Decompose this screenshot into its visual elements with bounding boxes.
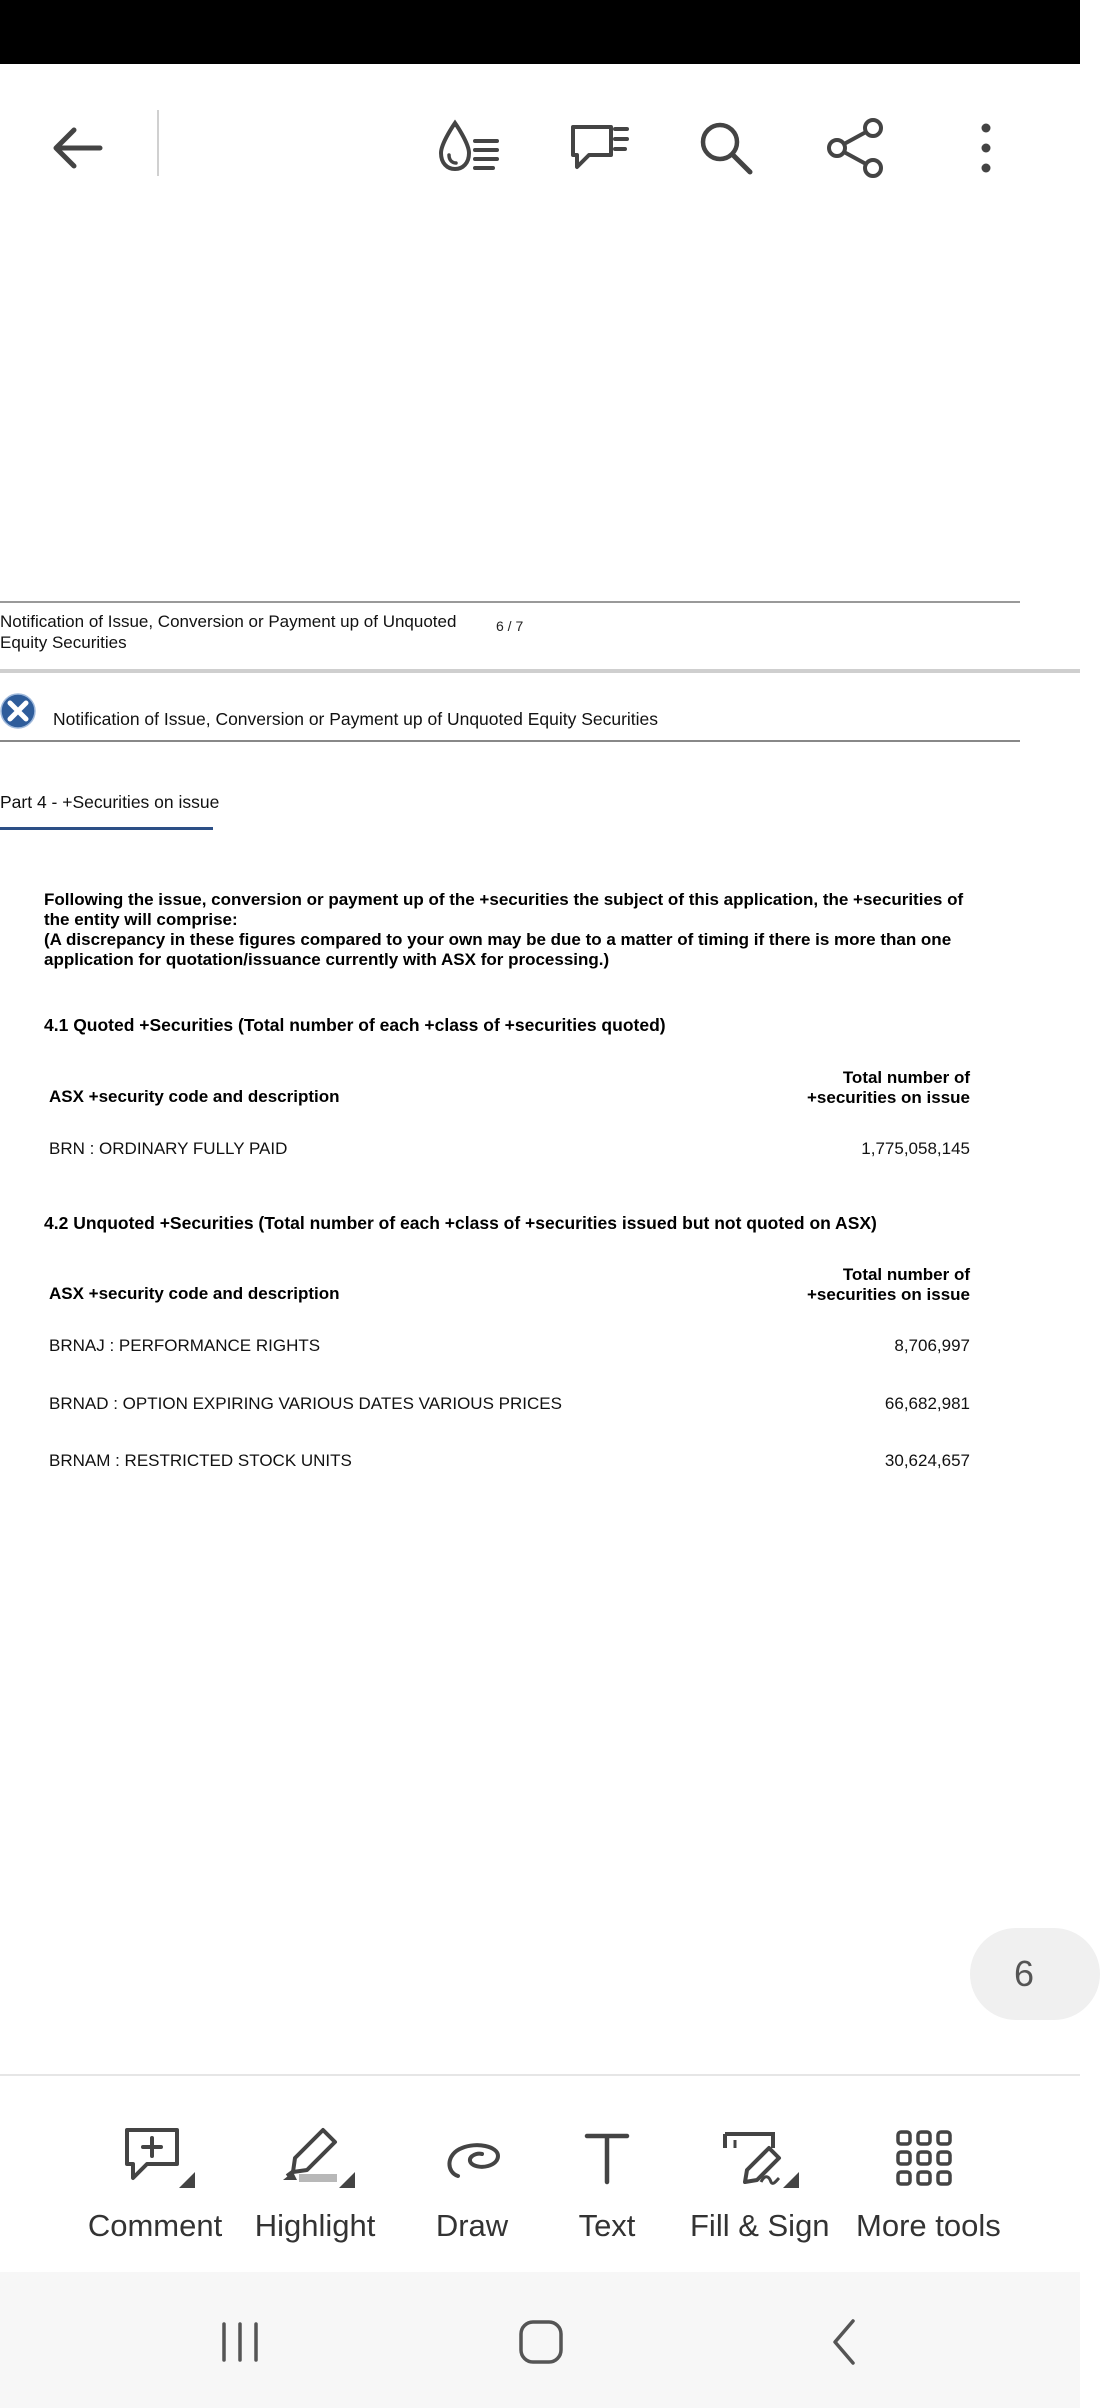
- nav-back-icon[interactable]: [800, 2302, 890, 2382]
- top-toolbar: [0, 64, 1080, 224]
- tool-text-label: Text: [578, 2208, 636, 2243]
- liquid-mode-icon[interactable]: [426, 104, 514, 192]
- tool-fill-sign[interactable]: [690, 2126, 828, 2266]
- tool-comment-label: Comment: [87, 2208, 223, 2243]
- comment-add-icon: [84, 2126, 226, 2190]
- bottom-toolbar: [0, 2076, 1080, 2272]
- more-vertical-icon[interactable]: [942, 104, 1030, 192]
- tool-highlight[interactable]: [250, 2126, 380, 2266]
- table-row-desc: BRNAM : RESTRICTED STOCK UNITS: [49, 1451, 352, 1470]
- comments-list-icon[interactable]: [554, 104, 642, 192]
- document-view[interactable]: [0, 225, 1080, 2075]
- unquoted-col-total-line2: +securities on issue: [807, 1285, 970, 1304]
- page-separator: [0, 669, 1080, 673]
- tool-text[interactable]: [564, 2126, 650, 2266]
- tool-more-tools[interactable]: [856, 2126, 1001, 2266]
- quoted-col-total: [730, 1068, 970, 1108]
- highlighter-icon: [250, 2126, 380, 2190]
- system-nav-bar: [0, 2272, 1080, 2408]
- home-icon[interactable]: [496, 2302, 586, 2382]
- asx-logo: [0, 693, 36, 729]
- section-quoted-title: 4.1 Quoted +Securities (Total number of each +class of +securities quoted): [44, 1015, 666, 1035]
- unquoted-col-desc: ASX +security code and description: [49, 1284, 340, 1303]
- recent-apps-icon[interactable]: [195, 2302, 285, 2382]
- unquoted-col-total-line1: Total number of: [842, 1265, 970, 1284]
- table-row-total: 66,682,981: [884, 1394, 970, 1413]
- status-bar: [0, 0, 1080, 64]
- tool-more-tools-label: More tools: [856, 2208, 1001, 2243]
- header-rule: [0, 740, 1020, 742]
- part-title: Part 4 - +Securities on issue: [0, 792, 220, 812]
- document-header-title: Notification of Issue, Conversion or Payment up of Unquoted Equity Securities: [53, 709, 659, 729]
- search-icon[interactable]: [682, 104, 770, 192]
- part-title-underline: [0, 827, 213, 830]
- table-row-total: 8,706,997: [894, 1336, 970, 1355]
- quoted-col-total-line2: +securities on issue: [807, 1088, 970, 1107]
- table-row-total: 1,775,058,145: [861, 1139, 970, 1158]
- toolbar-divider: [157, 110, 159, 176]
- intro-paragraph: Following the issue, conversion or payment up of the +securities the subject of this application, the +securities of the entity will comprise:: [44, 890, 964, 929]
- tool-highlight-label: Highlight: [254, 2208, 376, 2243]
- table-row-desc: BRN : ORDINARY FULLY PAID: [49, 1139, 288, 1158]
- tool-draw-label: Draw: [435, 2208, 509, 2243]
- unquoted-col-total: [730, 1265, 970, 1305]
- table-row-total: 30,624,657: [884, 1451, 970, 1470]
- prev-page-footer-title: Notification of Issue, Conversion or Payment up of Unquoted Equity Securities: [0, 612, 457, 652]
- fill-sign-icon: [690, 2126, 828, 2190]
- tool-fill-sign-label: Fill & Sign: [690, 2208, 830, 2243]
- draw-icon: [420, 2126, 524, 2190]
- text-icon: [564, 2126, 650, 2190]
- prev-page-number: 6 / 7: [496, 618, 524, 634]
- page-indicator-number: 6: [1014, 1953, 1035, 1994]
- page-indicator[interactable]: [970, 1928, 1100, 2020]
- section-unquoted-title: 4.2 Unquoted +Securities (Total number of each +class of +securities issued but not quoted on ASX): [44, 1213, 877, 1233]
- tool-comment[interactable]: [84, 2126, 226, 2266]
- quoted-col-desc: ASX +security code and description: [49, 1087, 340, 1106]
- intro-text: [44, 890, 984, 970]
- table-row-desc: BRNAD : OPTION EXPIRING VARIOUS DATES VARIOUS PRICES: [49, 1394, 562, 1413]
- table-row-desc: BRNAJ : PERFORMANCE RIGHTS: [49, 1336, 321, 1355]
- grid-icon: [856, 2126, 992, 2190]
- quoted-col-total-line1: Total number of: [842, 1068, 970, 1087]
- intro-note: (A discrepancy in these figures compared to your own may be due to a matter of timing if there is more than one application for quotation/issuance currently with ASX for processing.): [44, 930, 952, 969]
- share-icon[interactable]: [812, 104, 900, 192]
- tool-draw[interactable]: [420, 2126, 524, 2266]
- prev-page-footer-rule: [0, 601, 1020, 603]
- back-arrow-icon[interactable]: [34, 104, 122, 192]
